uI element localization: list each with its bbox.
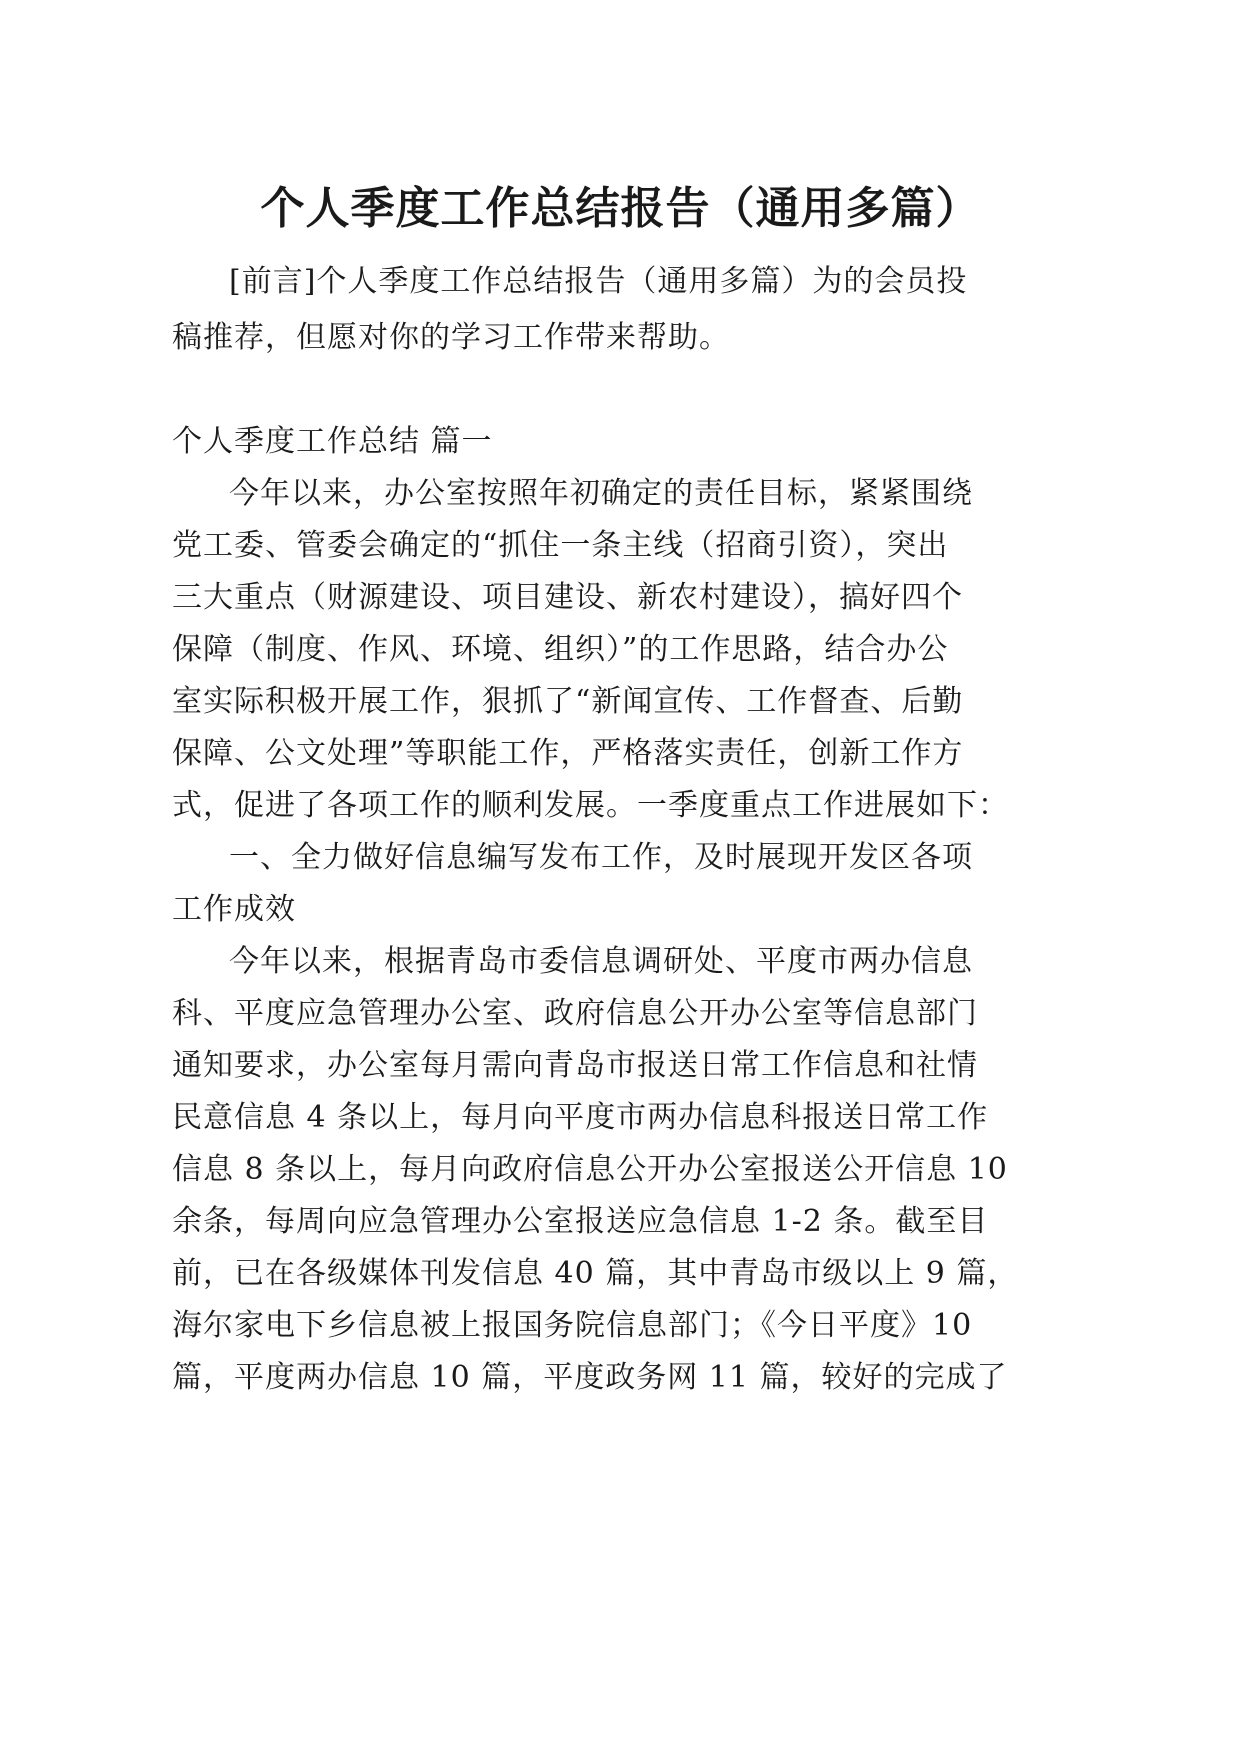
paragraph-1-line-6: 保障、公文处理”等职能工作，严格落实责任，创新工作方: [172, 736, 964, 771]
paragraph-2-line-9: 篇，平度两办信息 10 篇，平度政务网 11 篇，较好的完成了: [172, 1360, 1008, 1395]
paragraph-1-line-5: 室实际积极开展工作，狠抓了“新闻宣传、工作督查、后勤: [172, 684, 964, 719]
subheading-line-1: 一、全力做好信息编写发布工作，及时展现开发区各项: [229, 840, 973, 875]
paragraph-2-line-8: 海尔家电下乡信息被上报国务院信息部门；《今日平度》10: [172, 1308, 973, 1343]
paragraph-2-line-3: 通知要求，办公室每月需向青岛市报送日常工作信息和社情: [172, 1048, 978, 1083]
paragraph-1-line-2: 党工委、管委会确定的“抓住一条主线（招商引资），突出: [172, 528, 949, 563]
preface-line-1: [前言]个人季度工作总结报告（通用多篇）为的会员投: [229, 264, 968, 299]
paragraph-2-line-5: 信息 8 条以上，每月向政府信息公开办公室报送公开信息 10: [172, 1152, 1008, 1187]
paragraph-1-line-1: 今年以来，办公室按照年初确定的责任目标，紧紧围绕: [229, 476, 973, 511]
subheading-line-2: 工作成效: [172, 892, 296, 927]
document-title: 个人季度工作总结报告（通用多篇）: [260, 183, 981, 235]
paragraph-1-line-7: 式，促进了各项工作的顺利发展。一季度重点工作进展如下：: [172, 788, 1009, 823]
paragraph-1-line-4: 保障（制度、作风、环境、组织）”的工作思路，结合办公: [172, 632, 949, 667]
paragraph-2-line-2: 科、平度应急管理办公室、政府信息公开办公室等信息部门: [172, 996, 978, 1031]
paragraph-1-line-3: 三大重点（财源建设、项目建设、新农村建设），搞好四个: [172, 580, 963, 615]
section-heading: 个人季度工作总结 篇一: [172, 424, 493, 459]
paragraph-2-line-6: 余条，每周向应急管理办公室报送应急信息 1-2 条。截至目: [172, 1204, 989, 1239]
paragraph-2-line-4: 民意信息 4 条以上，每月向平度市两办信息科报送日常工作: [172, 1100, 989, 1135]
paragraph-2-line-7: 前，已在各级媒体刊发信息 40 篇，其中青岛市级以上 9 篇，: [172, 1256, 1019, 1291]
preface-line-2: 稿推荐，但愿对你的学习工作带来帮助。: [172, 320, 730, 355]
paragraph-2-line-1: 今年以来，根据青岛市委信息调研处、平度市两办信息: [229, 944, 973, 979]
